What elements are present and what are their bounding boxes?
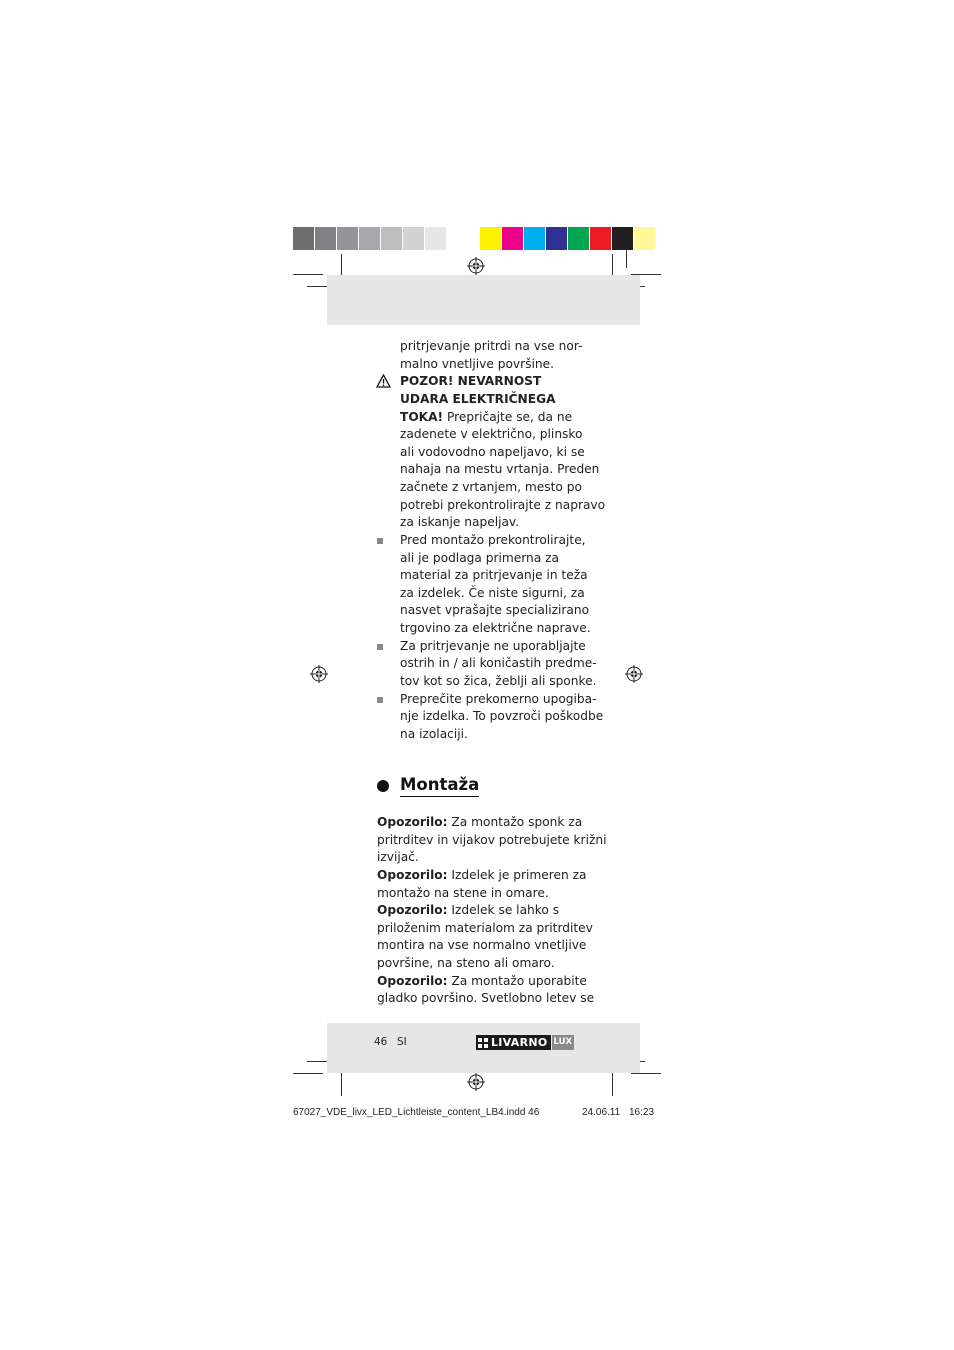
header-band xyxy=(327,275,640,325)
note-text: Izdelek se lahko s xyxy=(447,903,560,917)
color-swatch xyxy=(480,227,502,250)
warning-line: ali vodovodno napeljavo, ki se xyxy=(400,445,585,459)
note-text: Izdelek je primeren za xyxy=(447,868,587,882)
crop-mark xyxy=(307,286,329,287)
crop-mark xyxy=(341,254,342,276)
bullet-line: material za pritrjevanje in teža xyxy=(400,568,588,582)
color-swatch xyxy=(524,227,546,250)
crop-mark xyxy=(341,1070,342,1096)
bullet-line: tov kot so žica, žeblji ali sponke. xyxy=(400,674,597,688)
note-line xyxy=(377,867,586,885)
slug-time: 16:23 xyxy=(629,1107,655,1118)
note-text: Za montažo sponk za xyxy=(447,815,583,829)
note-label: Opozorilo: xyxy=(377,815,448,829)
brand-logo xyxy=(476,1035,574,1050)
crop-mark xyxy=(626,250,627,268)
gray-swatch xyxy=(425,227,447,250)
warning-line: za iskanje napeljav. xyxy=(400,515,520,529)
bullet-line: Za pritrjevanje ne uporabljajte xyxy=(400,639,586,653)
logo-main xyxy=(476,1035,551,1050)
note-line: montira na vse normalno vnetljive xyxy=(377,938,587,952)
page-number: 46 xyxy=(374,1036,388,1048)
bullet-line: Pred montažo prekontrolirajte, xyxy=(400,533,586,547)
note-label: Opozorilo: xyxy=(377,974,448,988)
note-line: površine, na steno ali omaro. xyxy=(377,956,555,970)
registration-mark-icon xyxy=(310,665,328,683)
slug-date: 24.06.11 xyxy=(582,1107,621,1118)
color-swatch xyxy=(502,227,524,250)
color-calibration-bar xyxy=(480,227,656,250)
registration-mark-icon xyxy=(467,257,485,275)
bullet-line: trgovino za električne naprave. xyxy=(400,621,591,635)
crop-mark xyxy=(612,1070,613,1096)
note-line: izvijač. xyxy=(377,850,419,864)
bullet-line: na izolaciji. xyxy=(400,727,468,741)
color-swatch xyxy=(568,227,590,250)
warning-line: začnete z vrtanjem, mesto po xyxy=(400,480,582,494)
gray-swatch xyxy=(381,227,403,250)
color-swatch xyxy=(612,227,634,250)
warning-heading-inline: TOKA! xyxy=(400,410,444,424)
note-line: priloženim materialom za pritrditev xyxy=(377,921,593,935)
crop-mark xyxy=(307,1061,329,1062)
crop-mark xyxy=(293,1073,323,1074)
logo-suffix: LUX xyxy=(552,1035,575,1050)
bullet-line: za izdelek. Če niste sigurni, za xyxy=(400,586,585,600)
note-line: montažo na stene in omare. xyxy=(377,886,549,900)
logo-grid-icon xyxy=(478,1038,488,1048)
crop-mark xyxy=(631,1073,661,1074)
note-text: Za montažo uporabite xyxy=(447,974,587,988)
warning-line: nahaja na mestu vrtanja. Preden xyxy=(400,462,600,476)
note-line xyxy=(377,973,587,991)
section-bullet-icon xyxy=(377,780,389,792)
bullet-line: nasvet vprašajte specializirano xyxy=(400,603,590,617)
warning-line xyxy=(400,409,572,427)
warning-triangle-icon xyxy=(376,374,391,388)
gray-swatch xyxy=(337,227,359,250)
bullet-square-icon xyxy=(377,644,383,650)
crop-mark xyxy=(293,274,323,275)
color-swatch xyxy=(546,227,568,250)
bullet-square-icon xyxy=(377,538,383,544)
crop-mark xyxy=(612,254,613,276)
note-line xyxy=(377,902,559,920)
note-line: pritrditev in vijakov potrebujete križni xyxy=(377,833,607,847)
warning-heading: UDARA ELEKTRIČNEGA xyxy=(400,392,556,406)
note-label: Opozorilo: xyxy=(377,868,448,882)
bullet-line: ali je podlaga primerna za xyxy=(400,551,559,565)
logo-text: LIVARNO xyxy=(491,1036,548,1049)
registration-mark-icon xyxy=(625,665,643,683)
intro-line: pritrjevanje pritrdi na vse nor- xyxy=(400,339,583,353)
gray-swatch xyxy=(293,227,315,250)
color-swatch xyxy=(634,227,656,250)
intro-line: malno vnetljive površine. xyxy=(400,357,554,371)
bullet-line: ostrih in / ali koničastih predme- xyxy=(400,656,597,670)
gray-swatch xyxy=(315,227,337,250)
slug-filename: 67027_VDE_livx_LED_Lichtleiste_content_LB4.indd 46 xyxy=(293,1107,540,1118)
warning-heading: POZOR! NEVARNOST xyxy=(400,374,542,388)
color-swatch xyxy=(590,227,612,250)
bullet-line: nje izdelka. To povzroči poškodbe xyxy=(400,709,604,723)
note-line: gladko površino. Svetlobno letev se xyxy=(377,991,595,1005)
note-label: Opozorilo: xyxy=(377,903,448,917)
warning-inline-text: Prepričajte se, da ne xyxy=(443,410,573,424)
registration-mark-icon xyxy=(467,1073,485,1091)
warning-line: zadenete v električno, plinsko xyxy=(400,427,583,441)
language-code: SI xyxy=(397,1036,407,1048)
warning-line: potrebi prekontrolirajte z napravo xyxy=(400,498,606,512)
gray-swatch xyxy=(447,227,469,250)
gray-swatch xyxy=(403,227,425,250)
section-title: Montaža xyxy=(400,775,479,797)
gray-calibration-bar xyxy=(293,227,469,250)
bullet-line: Preprečite prekomerno upogiba- xyxy=(400,692,597,706)
bullet-square-icon xyxy=(377,697,383,703)
note-line xyxy=(377,814,582,832)
gray-swatch xyxy=(359,227,381,250)
